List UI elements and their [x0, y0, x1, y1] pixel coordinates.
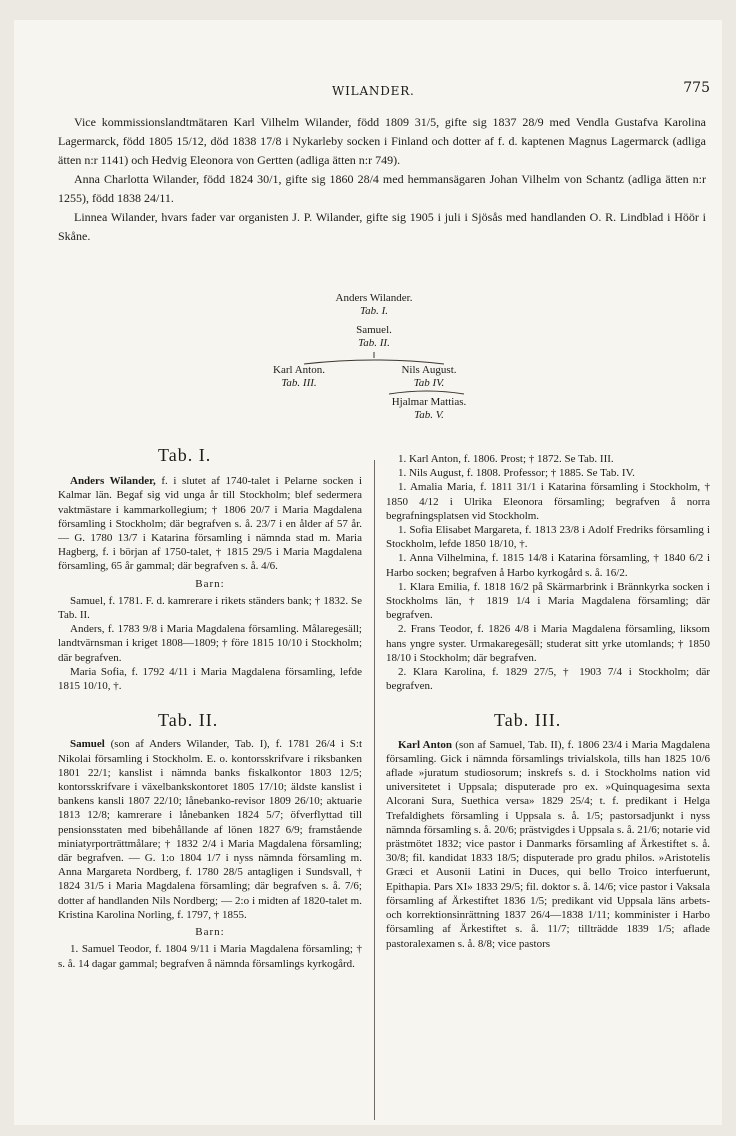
tab1-child: Maria Sofia, f. 1792 4/11 i Maria Magdalena församling, lefde 1815 10/10, †. — [58, 665, 362, 693]
tree-node-tab: Tab. III. — [281, 377, 317, 389]
tab1-entry — [58, 474, 362, 573]
tree-node-nils-august — [374, 364, 484, 390]
tree-node-name: Samuel. — [356, 324, 392, 336]
child-entry: 2. Klara Karolina, f. 1829 27/5, † 1903 7/4 i Stockholm; där begrafven. — [386, 666, 710, 693]
tab2-entry — [58, 737, 362, 922]
tab3-text: (son af Samuel, Tab. II), f. 1806 23/4 i Maria Magdalena församling. Gick i nämnda församlings trivialskola, tills han 1825 10/6 aflade »juratum studiosorum; inskrefs s. d. i Stockholms nation vid universitetet i Uppsala; disputerade pro ex. »Quinquagesima sexta Alcorani Sura, Suethica versa» 1829 25/4; t. f. predikant i Helga Trefaldighets församling i Uppsala s. å. 1/5; pastorsadjunkt i nyss nämnda församling s. å. 20/6; prästvigdes i Uppsala s. å. 21/6; notarie vid prästmötet 1832; vice pastor i Danmarks församling af Ärkestiftet s. å. 30/8; fil. kandidat 1833 18/5; disputerade pro gradu philos. »Aristotelis Græci et Ausonii Latini in Duces, qui bello Troico interfuerunt, Epithapia. Pars XI» 1833 29/5; fil. doktor s. å. 14/6; vice pastor i Vaksala församling af Ärkestiftet 1836 1/5; predikant vid Uppsala läns arbets- och korrektionsinrättning 1837 26/4—1838 1/11; komminister i Harbo församling af Ärkestiftet s. å. 11/7; tillträdde 1839 1/5; aflade pastoralexamen s. å. 8/8; vice pastors — [386, 738, 711, 950]
child-entry: 1. Anna Vilhelmina, f. 1815 14/8 i Katarina församling, † 1840 6/2 i Harbo socken; begrafven å Harbo kyrkogård s. å. 16/2. — [386, 552, 710, 579]
right-column — [386, 452, 710, 951]
tab1-text: f. i slutet af 1740-talet i Pelarne socken i Kalmar län. Begaf sig vid unga år till Stockholm; blef sedermera vaktmästare i kammarkollegium; † 1806 20/7 i Maria Magdalena församling i Stockholm; där begrafven s. å. 23/7 i en ålder af 57 år. — G. 1780 13/7 i Katarina församling i nämnda stad m. Maria Hagberg, f. i början af 1750-talet, † 1815 29/5 i Maria Magdalena församling, 65 år gammal; där begrafven s. å. 4/6. — [58, 475, 363, 573]
tree-node-anders — [314, 292, 434, 318]
tree-node-karl-anton — [244, 364, 354, 390]
tree-node-tab: Tab. V. — [414, 409, 444, 421]
tab3-name: Karl Anton — [398, 738, 453, 751]
child-entry: 1. Amalia Maria, f. 1811 31/1 i Katarina församling i Stockholm, † 1850 4/12 i Ulrika Eleonora församling; begrafven å norra begrafningsplatsen vid Stockholm. — [386, 481, 710, 522]
family-tree — [234, 292, 514, 432]
intro-paragraph: Linnea Wilander, hvars fader var organisten J. P. Wilander, gifte sig 1905 i juli i Sjösås med handlanden O. R. Lindblad i Höör i Skåne. — [58, 210, 706, 243]
child-entry: 1. Karl Anton, f. 1806. Prost; † 1872. Se Tab. III. — [398, 453, 614, 465]
tab2-name: Samuel — [70, 738, 105, 751]
intro-section — [58, 113, 706, 246]
tab3-entry — [386, 738, 710, 951]
child-entry: 2. Frans Teodor, f. 1826 4/8 i Maria Magdalena församling, liksom hans yngre syster. Urmakaregesäll; studerat sitt yrke utomlands; † 1850 18/10 i Stockholm; där begrafven. — [386, 623, 710, 664]
tab2-text: (son af Anders Wilander, Tab. I), f. 1781 26/4 i S:t Nikolai församling i Stockholm. E. o. kontorsskrifvare i riksbanken 1801 22/1; kanslist i nämnda banks fiskalkontor 1803 12/5; kontorsskrifvare i växelbankskontoret 1805 17/10; äldste kanslist i bankens kansli 1807 22/10; lånebanko-revisor 1809 26/10; aktuarie 1813 12/8; kamrerare i lånebanken 1824 5/7; öfverflyttad till pensionsstaten med bibehållande af lönen 1827 6/9; framstående miniatyrporträttmålare; † 1832 2/4 i Maria Magdalena församling; där begrafven. — G. 1:o 1804 1/7 i nyss nämnda församling m. Anna Margareta Nordberg, f. 1780 28/5 antagligen i Sundsvall, † 1824 31/5 i Maria Magdalena församling; där begrafven s. å. 7/6; dotter af handlanden Nils Nordberg; — 2:o i midten af 1820-talet m. Kristina Karolina Norling, f. 1797, † 1855. — [58, 738, 362, 921]
intro-paragraph: Anna Charlotta Wilander, född 1824 30/1, gifte sig 1860 28/4 med hemmansägaren Johan Vilhelm von Schantz (adliga ätten n:r 1255), född 1838 24/11. — [58, 172, 706, 205]
tree-node-name: Hjalmar Mattias. — [391, 396, 467, 408]
column-divider — [374, 460, 375, 1120]
child-entry: 1. Sofia Elisabet Margareta, f. 1813 23/8 i Adolf Fredriks församling i Stockholm, lefde 1850 18/10, †. — [386, 524, 710, 551]
tree-node-tab: Tab. I. — [359, 305, 389, 317]
running-title: WILANDER. — [332, 84, 415, 98]
tree-node-name: Karl Anton. — [273, 364, 325, 376]
page-number: 775 — [683, 80, 710, 96]
tab1-child: Samuel, f. 1781. F. d. kamrerare i rikets ständers bank; † 1832. Se Tab. II. — [58, 594, 362, 622]
tree-node-name: Nils August. — [401, 364, 457, 376]
left-column — [58, 445, 363, 971]
child-entry: 1. Klara Emilia, f. 1818 16/2 på Skärmarbrink i Brännkyrka socken i Stockholms län, † 1819 1/4 i Maria Magdalena församling; där begrafven. — [386, 580, 710, 622]
tree-node-name: Anders Wilander. — [335, 292, 413, 304]
tab2-heading: Tab. II. — [158, 710, 219, 731]
tab3-heading: Tab. III. — [494, 710, 562, 731]
tab2-barn-label: Barn: — [195, 926, 225, 939]
tab1-barn-label: Barn: — [195, 577, 225, 590]
tree-node-hjalmar — [374, 396, 484, 422]
tab1-heading: Tab. I. — [158, 445, 212, 465]
page — [14, 20, 722, 1125]
tab1-child: Anders, f. 1783 9/8 i Maria Magdalena församling. Målaregesäll; landtvärnsman i kriget 1808—1809; † före 1815 10/10 i Stockholm; där begrafven. — [58, 623, 362, 664]
child-entry: 1. Nils August, f. 1808. Professor; † 1885. Se Tab. IV. — [398, 467, 635, 480]
tab2-child: 1. Samuel Teodor, f. 1804 9/11 i Maria Magdalena församling; † s. å. 14 dagar gammal; begrafven å nämnda församlings kyrkogård. — [58, 943, 362, 970]
tree-node-tab: Tab. II. — [358, 337, 390, 349]
tree-node-samuel — [314, 324, 434, 350]
tree-node-tab: Tab IV. — [413, 377, 445, 389]
intro-paragraph: Vice kommissionslandtmätaren Karl Vilhelm Wilander, född 1809 31/5, gifte sig 1837 28/9 med Vendla Gustafva Karolina Lagermarck, född 1805 15/12, död 1838 17/8 i Nykarleby socken i Finland och dotter af f. d. kaptenen Magnus Lagermarck (adliga ätten n:r 1141) och Hedvig Eleonora von Gertten (adliga ätten n:r 749). — [58, 115, 706, 167]
tab1-name: Anders Wilander, — [70, 475, 156, 488]
